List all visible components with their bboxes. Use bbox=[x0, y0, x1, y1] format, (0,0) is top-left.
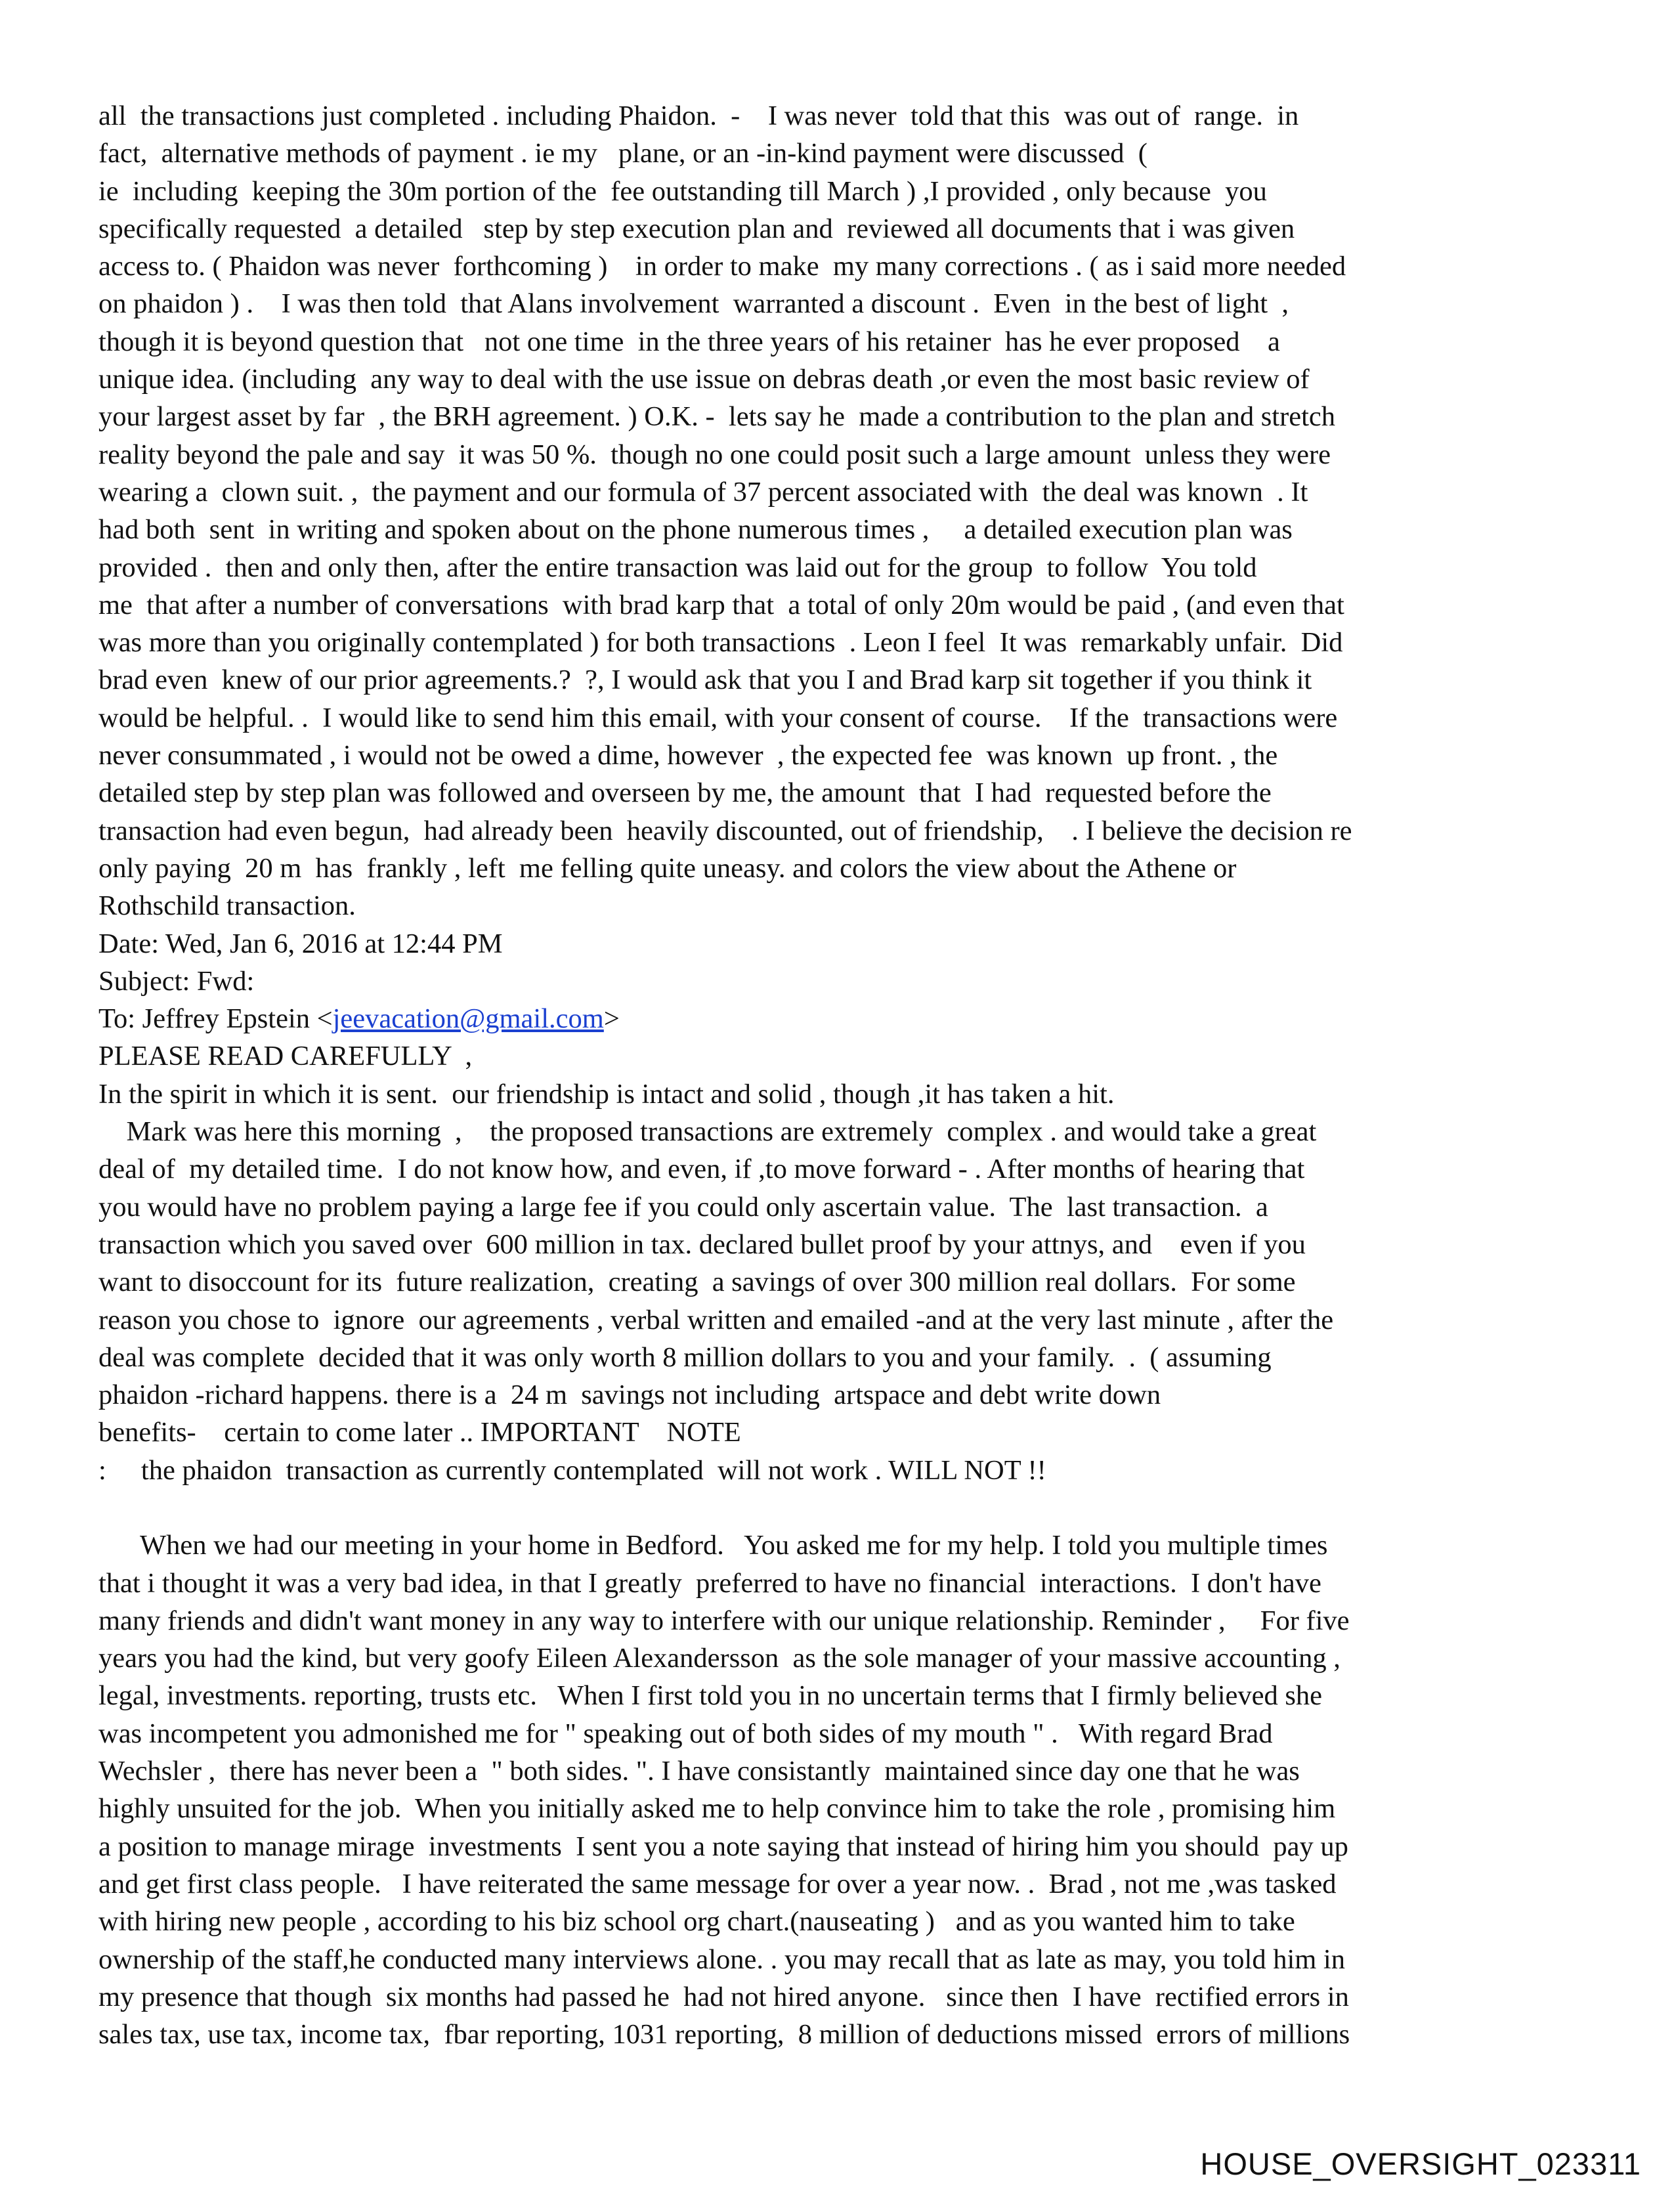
header-to-prefix: To: Jeffrey Epstein < bbox=[98, 1003, 333, 1035]
text-line: PLEASE READ CAREFULLY , bbox=[98, 1041, 473, 1072]
text-line: want to disoccount for its future realization, creating a savings of over 300 million real dollars. For some bbox=[98, 1267, 1296, 1298]
email-header bbox=[98, 925, 1576, 1038]
paragraph-bedford-meeting bbox=[98, 1527, 1576, 2053]
text-line: was incompetent you admonished me for " speaking out of both sides of my mouth " . With regard Brad bbox=[98, 1718, 1273, 1749]
header-subject: Subject: Fwd: bbox=[98, 965, 255, 997]
text-line: fact, alternative methods of payment . ie my plane, or an -in-kind payment were discussed ( bbox=[98, 138, 1148, 169]
text-line: though it is beyond question that not one time in the three years of his retainer has he ever proposed a bbox=[98, 326, 1280, 357]
text-line: specifically requested a detailed step by step execution plan and reviewed all documents that i was given bbox=[98, 213, 1295, 244]
text-line: my presence that though six months had passed he had not hired anyone. since then I have rectified errors in bbox=[98, 1981, 1349, 2012]
text-line: sales tax, use tax, income tax, fbar reporting, 1031 reporting, 8 million of deductions missed errors of millions bbox=[98, 2019, 1350, 2050]
text-line: deal of my detailed time. I do not know how, and even, if ,to move forward - . After months of hearing that bbox=[98, 1154, 1305, 1185]
text-line: on phaidon ) . I was then told that Alans involvement warranted a discount . Even in the best of light , bbox=[98, 288, 1289, 320]
email-body bbox=[98, 97, 1576, 2053]
paragraph-transactions bbox=[98, 97, 1576, 925]
text-line: would be helpful. . I would like to send him this email, with your consent of course. If the transactions were bbox=[98, 702, 1338, 733]
text-line: was more than you originally contemplated ) for both transactions . Leon I feel It was remarkably unfair. Did bbox=[98, 627, 1343, 659]
text-line: that i thought it was a very bad idea, in that I greatly preferred to have no financial interactions. I don't have bbox=[98, 1567, 1321, 1599]
text-line: transaction which you saved over 600 million in tax. declared bullet proof by your attnys, and even if you bbox=[98, 1228, 1306, 1260]
text-line: access to. ( Phaidon was never forthcoming ) in order to make my many corrections . ( as i said more needed bbox=[98, 251, 1346, 282]
text-line: transaction had even begun, had already been heavily discounted, out of friendship, . I believe the decision re bbox=[98, 815, 1352, 846]
text-line: had both sent in writing and spoken about on the phone numerous times , a detailed execution plan was bbox=[98, 514, 1293, 546]
text-line: reality beyond the pale and say it was 50 %. though no one could posit such a large amount unless they were bbox=[98, 439, 1331, 470]
text-line: legal, investments. reporting, trusts etc. When I first told you in no uncertain terms that I firmly believed she bbox=[98, 1680, 1323, 1712]
text-line: Rothschild transaction. bbox=[98, 890, 356, 922]
text-line: all the transactions just completed . including Phaidon. - I was never told that this was out of range. in bbox=[98, 100, 1299, 131]
text-line: detailed step by step plan was followed and overseen by me, the amount that I had requested before the bbox=[98, 777, 1272, 809]
text-line: Mark was here this morning , the proposed transactions are extremely complex . and would take a great bbox=[98, 1116, 1317, 1148]
text-line: phaidon -richard happens. there is a 24 m savings not including artspace and debt write down bbox=[98, 1379, 1161, 1411]
text-line: reason you chose to ignore our agreements , verbal written and emailed -and at the very last minute , after the bbox=[98, 1304, 1334, 1335]
text-line: When we had our meeting in your home in Bedford. You asked me for my help. I told you multiple times bbox=[98, 1530, 1328, 1561]
text-line: Wechsler , there has never been a " both sides. ". I have consistantly maintained since day one that he was bbox=[98, 1756, 1300, 1787]
bates-number: HOUSE_OVERSIGHT_023311 bbox=[1200, 2146, 1641, 2181]
text-line: with hiring new people , according to his biz school org chart.(nauseating ) and as you wanted him to take bbox=[98, 1906, 1295, 1938]
text-line: a position to manage mirage investments I sent you a note saying that instead of hiring him you should pay up bbox=[98, 1831, 1348, 1862]
email-link[interactable]: jeevacation@gmail.com bbox=[332, 1003, 604, 1035]
text-line: ie including keeping the 30m portion of the fee outstanding till March ) ,I provided , only because you bbox=[98, 175, 1267, 207]
header-to-suffix: > bbox=[603, 1003, 620, 1035]
text-line: brad even knew of our prior agreements.? ?, I would ask that you I and Brad karp sit together if you think it bbox=[98, 664, 1312, 696]
text-line: benefits- certain to come later .. IMPORTANT NOTE bbox=[98, 1417, 741, 1448]
header-date: Date: Wed, Jan 6, 2016 at 12:44 PM bbox=[98, 928, 503, 959]
text-line: me that after a number of conversations with brad karp that a total of only 20m would be paid , (and even that bbox=[98, 589, 1344, 620]
text-line: highly unsuited for the job. When you initially asked me to help convince him to take the role , promising him bbox=[98, 1793, 1336, 1825]
text-line: and get first class people. I have reiterated the same message for over a year now. . Brad , not me ,was tasked bbox=[98, 1868, 1337, 1899]
text-line: never consummated , i would not be owed a dime, however , the expected fee was known up front. , the bbox=[98, 740, 1278, 771]
text-line: : the phaidon transaction as currently contemplated will not work . WILL NOT !! bbox=[98, 1454, 1046, 1486]
text-line: only paying 20 m has frankly , left me felling quite uneasy. and colors the view about the Athene or bbox=[98, 852, 1237, 884]
text-line: deal was complete decided that it was only worth 8 million dollars to you and your family. . ( assuming bbox=[98, 1341, 1272, 1373]
text-line: In the spirit in which it is sent. our friendship is intact and solid , though ,it has taken a hit. bbox=[98, 1078, 1115, 1110]
text-line: years you had the kind, but very goofy Eileen Alexandersson as the sole manager of your massive accounting , bbox=[98, 1643, 1341, 1674]
paragraph-please-read bbox=[98, 1037, 1576, 1489]
header-to bbox=[98, 1000, 1576, 1037]
text-line: provided . then and only then, after the entire transaction was laid out for the group to follow You told bbox=[98, 552, 1257, 583]
text-line: wearing a clown suit. , the payment and our formula of 37 percent associated with the deal was known . It bbox=[98, 476, 1308, 508]
paragraph-spacer bbox=[98, 1489, 1576, 1527]
text-line: your largest asset by far , the BRH agreement. ) O.K. - lets say he made a contribution to the plan and stretch bbox=[98, 401, 1336, 433]
text-line: ownership of the staff,he conducted many interviews alone. . you may recall that as late as may, you told him in bbox=[98, 1943, 1345, 1975]
text-line: many friends and didn't want money in any way to interfere with our unique relationship. Reminder , For five bbox=[98, 1605, 1350, 1636]
text-line: you would have no problem paying a large fee if you could only ascertain value. The last transaction. a bbox=[98, 1191, 1268, 1223]
text-line: unique idea. (including any way to deal with the use issue on debras death ,or even the most basic review of bbox=[98, 364, 1310, 395]
